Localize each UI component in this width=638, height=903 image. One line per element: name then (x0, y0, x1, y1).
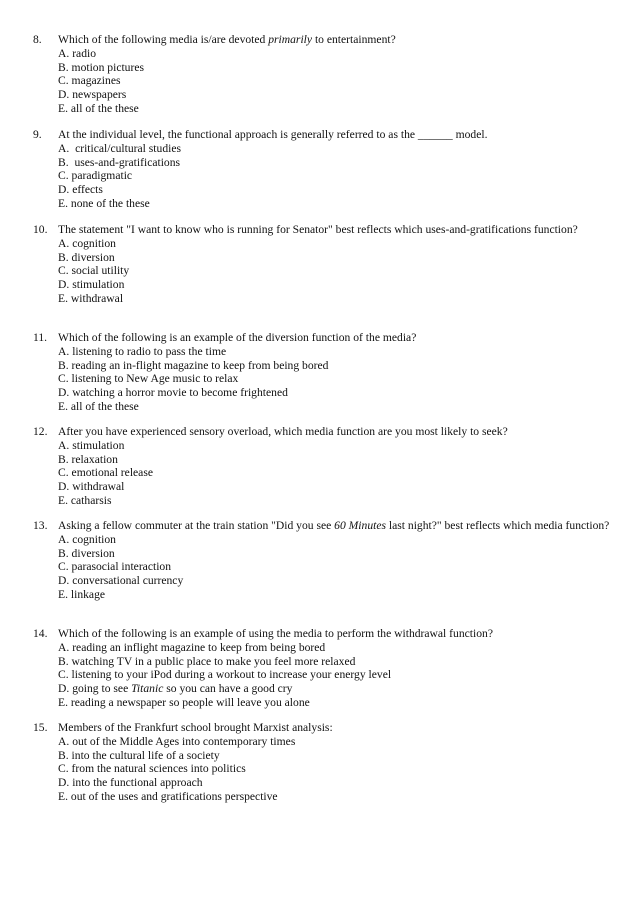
option-a: A. cognition (58, 236, 116, 250)
option-e: E. out of the uses and gratifications perspective (58, 789, 278, 803)
option-d: D. watching a horror movie to become frightened (58, 386, 288, 400)
option-d: D. stimulation (58, 278, 125, 292)
option-c: C. magazines (58, 74, 121, 88)
question-number: 9. (33, 128, 42, 141)
option-c: C. listening to New Age music to relax (58, 372, 239, 386)
options-list (58, 735, 613, 804)
question-number: 15. (33, 721, 48, 734)
option-a: A. reading an inflight magazine to keep from being bored (58, 640, 326, 654)
question-stem: After you have experienced sensory overload, which media function are you most likely to seek? (58, 425, 508, 438)
question-number: 8. (33, 33, 42, 46)
option-b: B. diversion (58, 546, 115, 560)
option-e: E. catharsis (58, 493, 112, 507)
option-d: D. withdrawal (58, 480, 125, 494)
option-e: E. linkage (58, 587, 106, 601)
option-a: A. listening to radio to pass the time (58, 344, 227, 358)
question-12 (33, 425, 613, 508)
option-a: A. stimulation (58, 438, 125, 452)
option-e: E. all of the these (58, 399, 139, 413)
option-d: D. going to see Titanic so you can have a good cry (58, 682, 293, 696)
option-c: C. social utility (58, 264, 130, 278)
option-c: C. from the natural sciences into politics (58, 762, 246, 776)
options-list (58, 47, 613, 116)
option-b: B. into the cultural life of a society (58, 748, 220, 762)
options-list (58, 345, 613, 414)
question-stem: Which of the following media is/are devoted primarily to entertainment? (58, 33, 396, 46)
option-d: D. into the functional approach (58, 776, 203, 790)
option-a: A. out of the Middle Ages into contemporary times (58, 734, 296, 748)
option-c: C. emotional release (58, 466, 153, 480)
question-9 (33, 128, 613, 211)
question-13 (33, 519, 613, 602)
option-b: B. watching TV in a public place to make you feel more relaxed (58, 654, 356, 668)
question-15 (33, 721, 613, 804)
options-list (58, 237, 613, 306)
question-11 (33, 331, 613, 414)
question-number: 12. (33, 425, 48, 438)
option-b: B. relaxation (58, 452, 118, 466)
options-list (58, 439, 613, 508)
option-e: E. all of the these (58, 101, 139, 115)
option-a: A. critical/cultural studies (58, 141, 181, 155)
option-b: B. reading an in-flight magazine to keep from being bored (58, 358, 329, 372)
option-d: D. newspapers (58, 88, 127, 102)
options-list (58, 533, 613, 602)
option-b: B. motion pictures (58, 60, 144, 74)
option-d: D. effects (58, 183, 103, 197)
question-number: 10. (33, 223, 48, 236)
question-stem: Members of the Frankfurt school brought Marxist analysis: (58, 721, 333, 734)
question-stem: Which of the following is an example of the diversion function of the media? (58, 331, 417, 344)
question-number: 11. (33, 331, 48, 344)
options-list (58, 641, 613, 710)
question-10 (33, 223, 613, 306)
option-c: C. parasocial interaction (58, 560, 172, 574)
question-stem: The statement "I want to know who is running for Senator" best reflects which uses-and-gratifications function? (58, 223, 578, 236)
question-stem: Which of the following is an example of using the media to perform the withdrawal function? (58, 627, 493, 640)
option-e: E. none of the these (58, 196, 150, 210)
question-number: 13. (33, 519, 48, 532)
question-number: 14. (33, 627, 48, 640)
option-b: B. diversion (58, 250, 115, 264)
question-stem: At the individual level, the functional approach is generally referred to as the ______ model. (58, 128, 488, 141)
option-c: C. paradigmatic (58, 169, 133, 183)
option-a: A. radio (58, 46, 97, 60)
option-c: C. listening to your iPod during a workout to increase your energy level (58, 668, 392, 682)
question-14 (33, 627, 613, 710)
option-a: A. cognition (58, 532, 116, 546)
option-e: E. reading a newspaper so people will leave you alone (58, 695, 310, 709)
question-stem: Asking a fellow commuter at the train station "Did you see 60 Minutes last night?" best reflects which media function? (58, 519, 610, 532)
options-list (58, 142, 613, 211)
option-e: E. withdrawal (58, 291, 124, 305)
option-d: D. conversational currency (58, 574, 184, 588)
question-8 (33, 33, 613, 116)
option-b: B. uses-and-gratifications (58, 155, 181, 169)
